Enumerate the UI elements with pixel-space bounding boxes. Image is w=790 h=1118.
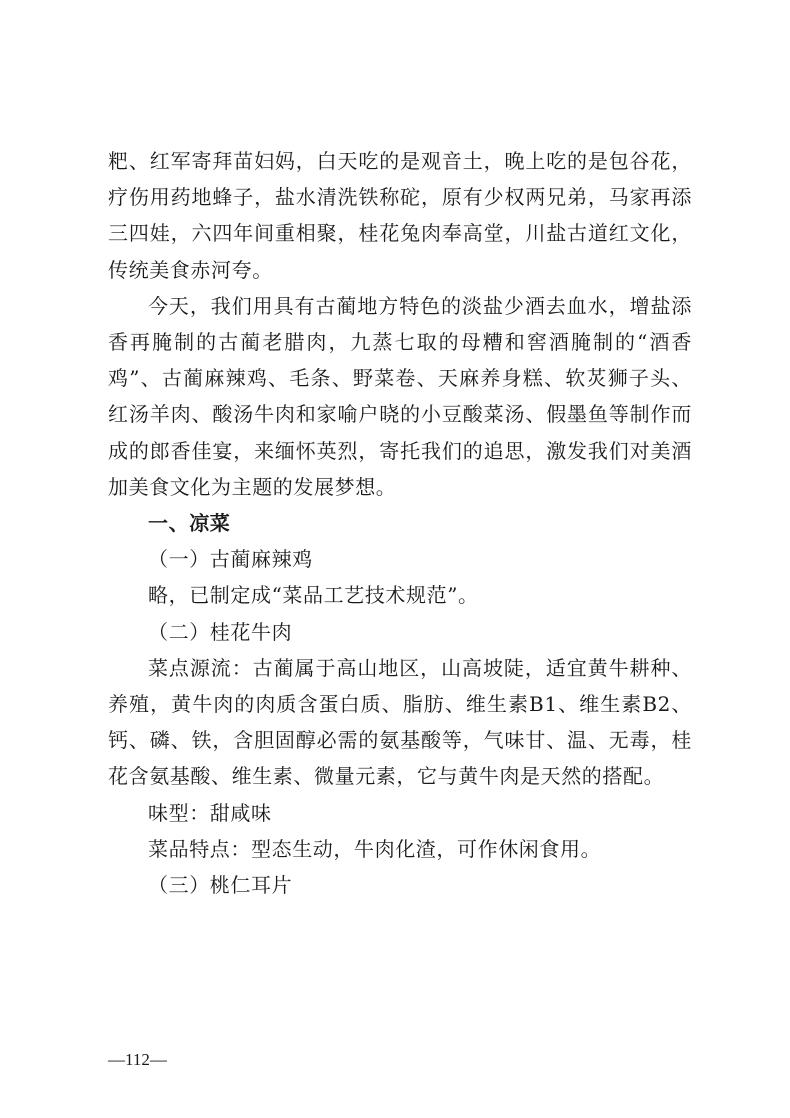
paragraph-dish-origin: 菜点源流：古蔺属于高山地区，山高坡陡，适宜黄牛耕种、养殖，黄牛肉的肉质含蛋白质、脂肪、维生素B1、维生素B2、钙、磷、铁，含胆固醇必需的氨基酸等，气味甘、温、无毒，桂花含氨基酸、维生素、微量元素，它与黄牛肉是天然的搭配。 xyxy=(108,655,692,789)
paragraph-history: 粑、红军寄拜苗妇妈，白天吃的是观音土，晚上吃的是包谷花，疗伤用药地蜂子，盐水清洗铁称砣，原有少权两兄弟，马家再添三四娃，六四年间重相聚，桂花兔肉奉高堂，川盐古道红文化，传统美食赤河夸。 xyxy=(108,149,692,282)
paragraph-banquet-intro: 今天，我们用具有古蔺地方特色的淡盐少酒去血水，增盐添香再腌制的古蔺老腊肉，九蒸七取的母糟和窖酒腌制的“酒香鸡”、古蔺麻辣鸡、毛条、野菜卷、天麻养身糕、软炗狮子头、红汤羊肉、酸汤牛肉和家喻户晓的小豆酸菜汤、假墨鱼等制作而成的郎香佳宴，来缅怀英烈，寄托我们的追思，激发我们对美酒加美食文化为主题的发展梦想。 xyxy=(108,293,692,499)
subheading-osmanthus-beef: （二）桂花牛肉 xyxy=(148,619,293,644)
page-number: —112— xyxy=(108,1050,167,1069)
paragraph-dish-features: 菜品特点：型态生动，牛肉化渣，可作休闲食用。 xyxy=(148,836,602,861)
subheading-gulin-spicy-chicken: （一）古蔺麻辣鸡 xyxy=(148,547,313,572)
subheading-walnut-ear-slices: （三）桃仁耳片 xyxy=(148,873,293,898)
paragraph-spicy-chicken-note: 略，已制定成“菜品工艺技术规范”。 xyxy=(148,583,479,608)
section-heading-cold-dishes: 一、凉菜 xyxy=(148,511,231,536)
document-body xyxy=(108,143,692,903)
paragraph-flavor-type: 味型：甜咸味 xyxy=(148,800,272,825)
